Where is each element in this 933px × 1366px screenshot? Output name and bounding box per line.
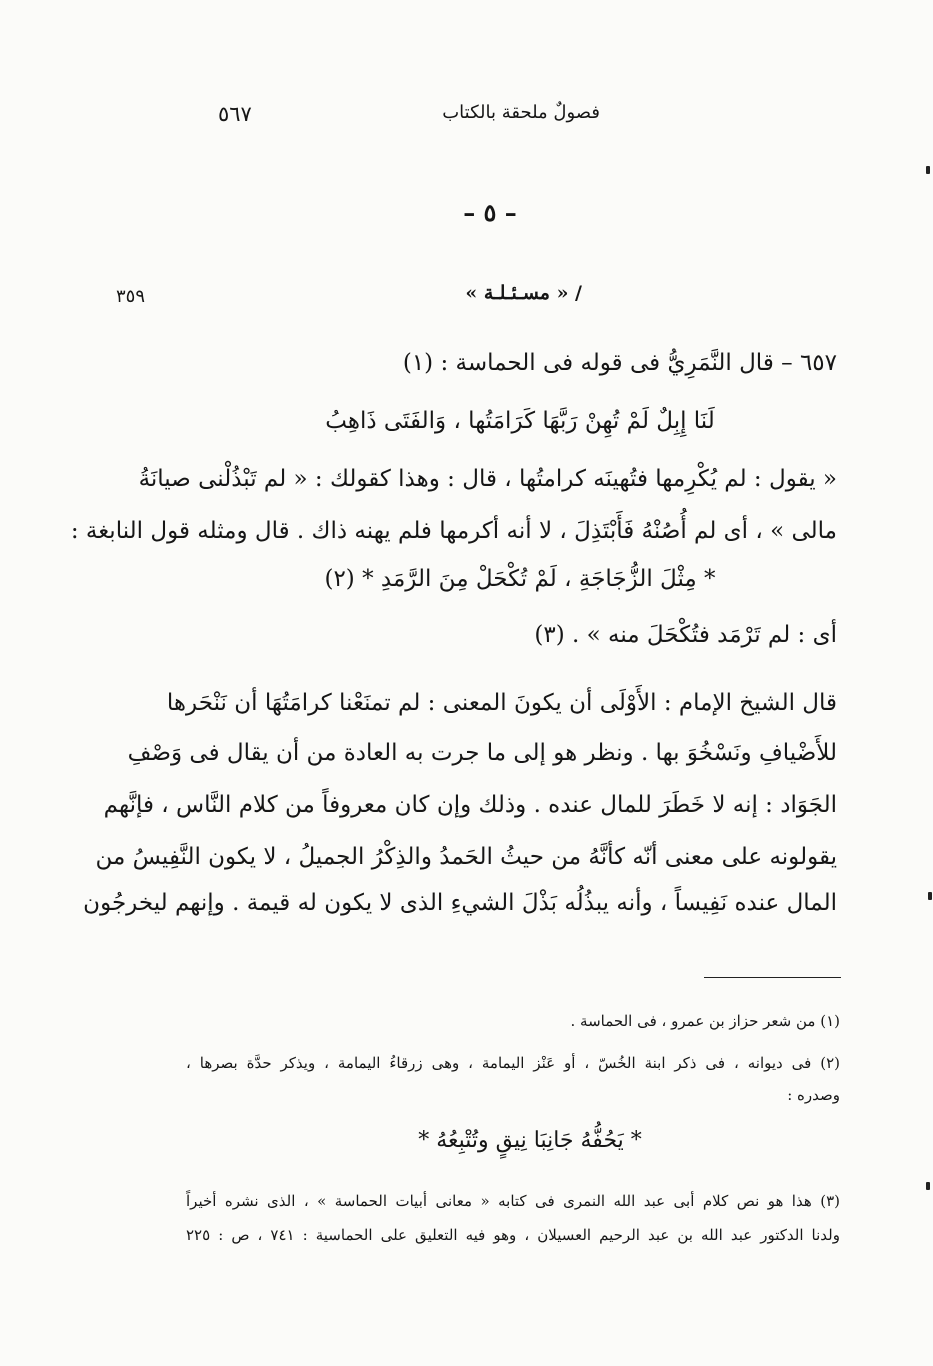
footnote-2-line-2: وصدره : (787, 1086, 840, 1104)
scan-mark (926, 166, 930, 174)
paragraph-line: للأَضْيافِ ونَسْخُوَ بها . ونظر هو إلى ما جرت به العادة من أن يقال فى وَصْفِ (127, 740, 837, 766)
paragraph-line: الجَوَاد : إنه لا خَطَرَ للمال عنده . وذلك وإن كان معروفاً من كلام النَّاس ، فإنَّهم (103, 792, 837, 818)
paragraph-line: قال الشيخ الإمام : الأَوْلَى أن يكونَ المعنى : لم تمنَعْنا كرامَتُهَا أن نَنْحَرها (166, 690, 837, 716)
footnote-3-line-2: ولدنا الدكتور عبد الله بن عبد الرحيم العسيلان ، وهو فيه التعليق على الحماسية : ٧٤١ ، ص : ٢٢٥ (186, 1226, 840, 1244)
commentary-line-3: أى : لم تَرْمَد فتُكْحَلَ منه » . (٣) (534, 622, 837, 648)
section-number: – ٥ – (463, 198, 517, 227)
paragraph-line: المال عنده نَفِيساً ، وأنه يبذُلُه بَذْلَ الشيءِ الذى لا يكون له قيمة . وإنهم ليخرجُون (83, 890, 837, 916)
footnote-3-line-1: (٣) هذا هو نص كلام أبى عبد الله النمرى فى كتابه « معانى أبيات الحماسة » ، الذى نشره أخيراً (186, 1192, 840, 1210)
margin-number: ٣٥٩ (116, 286, 146, 307)
scan-mark (928, 892, 932, 900)
footnote-2-line-1: (٢) فى ديوانه ، فى ذكر ابنة الخُسّ ، أو عَنْز اليمامة ، وهى زرقاءُ اليمامة ، ويذكر حدَّة بصرها ، (186, 1054, 840, 1072)
commentary-line-1: « يقول : لم يُكْرِمها فتُهينَه كرامتُها ، قال : وهذا كقولك : « لم تَبْذُلْنى صيانَةُ (138, 466, 837, 492)
scan-mark (926, 1182, 930, 1190)
poem-verse: لَنَا إِبِلٌ لَمْ تُهِنْ رَبَّهَا كَرَامَتُها ، وَالفَتَى ذَاهِبُ (325, 408, 715, 434)
footnote-2-verse: * يَحُفُّهُ جَانِبَا نِيقٍ وتُتْبِعُهُ * (418, 1128, 642, 1153)
quoted-hemistich: * مِثْلَ الزُّجَاجَةِ ، لَمْ تُكْحَلْ مِنَ الرَّمَدِ * (٢) (324, 566, 716, 592)
footnote-1: (١) من شعر حزاز بن عمرو ، فى الحماسة . (570, 1012, 840, 1030)
intro-line: ٦٥٧ – قال النَّمَرِيُّ فى قوله فى الحماسة : (١) (402, 350, 837, 376)
footnote-separator (704, 977, 841, 978)
section-heading: / « مسـئـلـة » (465, 282, 582, 304)
running-title: فصولٌ ملحقة بالكتاب (442, 102, 600, 123)
page-number: ٥٦٧ (218, 102, 252, 126)
paragraph-line: يقولونه على معنى أنّه كأنَّهُ من حيثُ الحَمدُ والذِكْرُ الجميلُ ، لا يكون النَّفِيسُ من (95, 844, 837, 870)
commentary-line-2: مالى » ، أى لم أُصُنْهُ فَأَبْتَذِلَ ، لا أنه أكرمها فلم يهنه ذاك . قال ومثله قول النابغة : (70, 518, 837, 544)
